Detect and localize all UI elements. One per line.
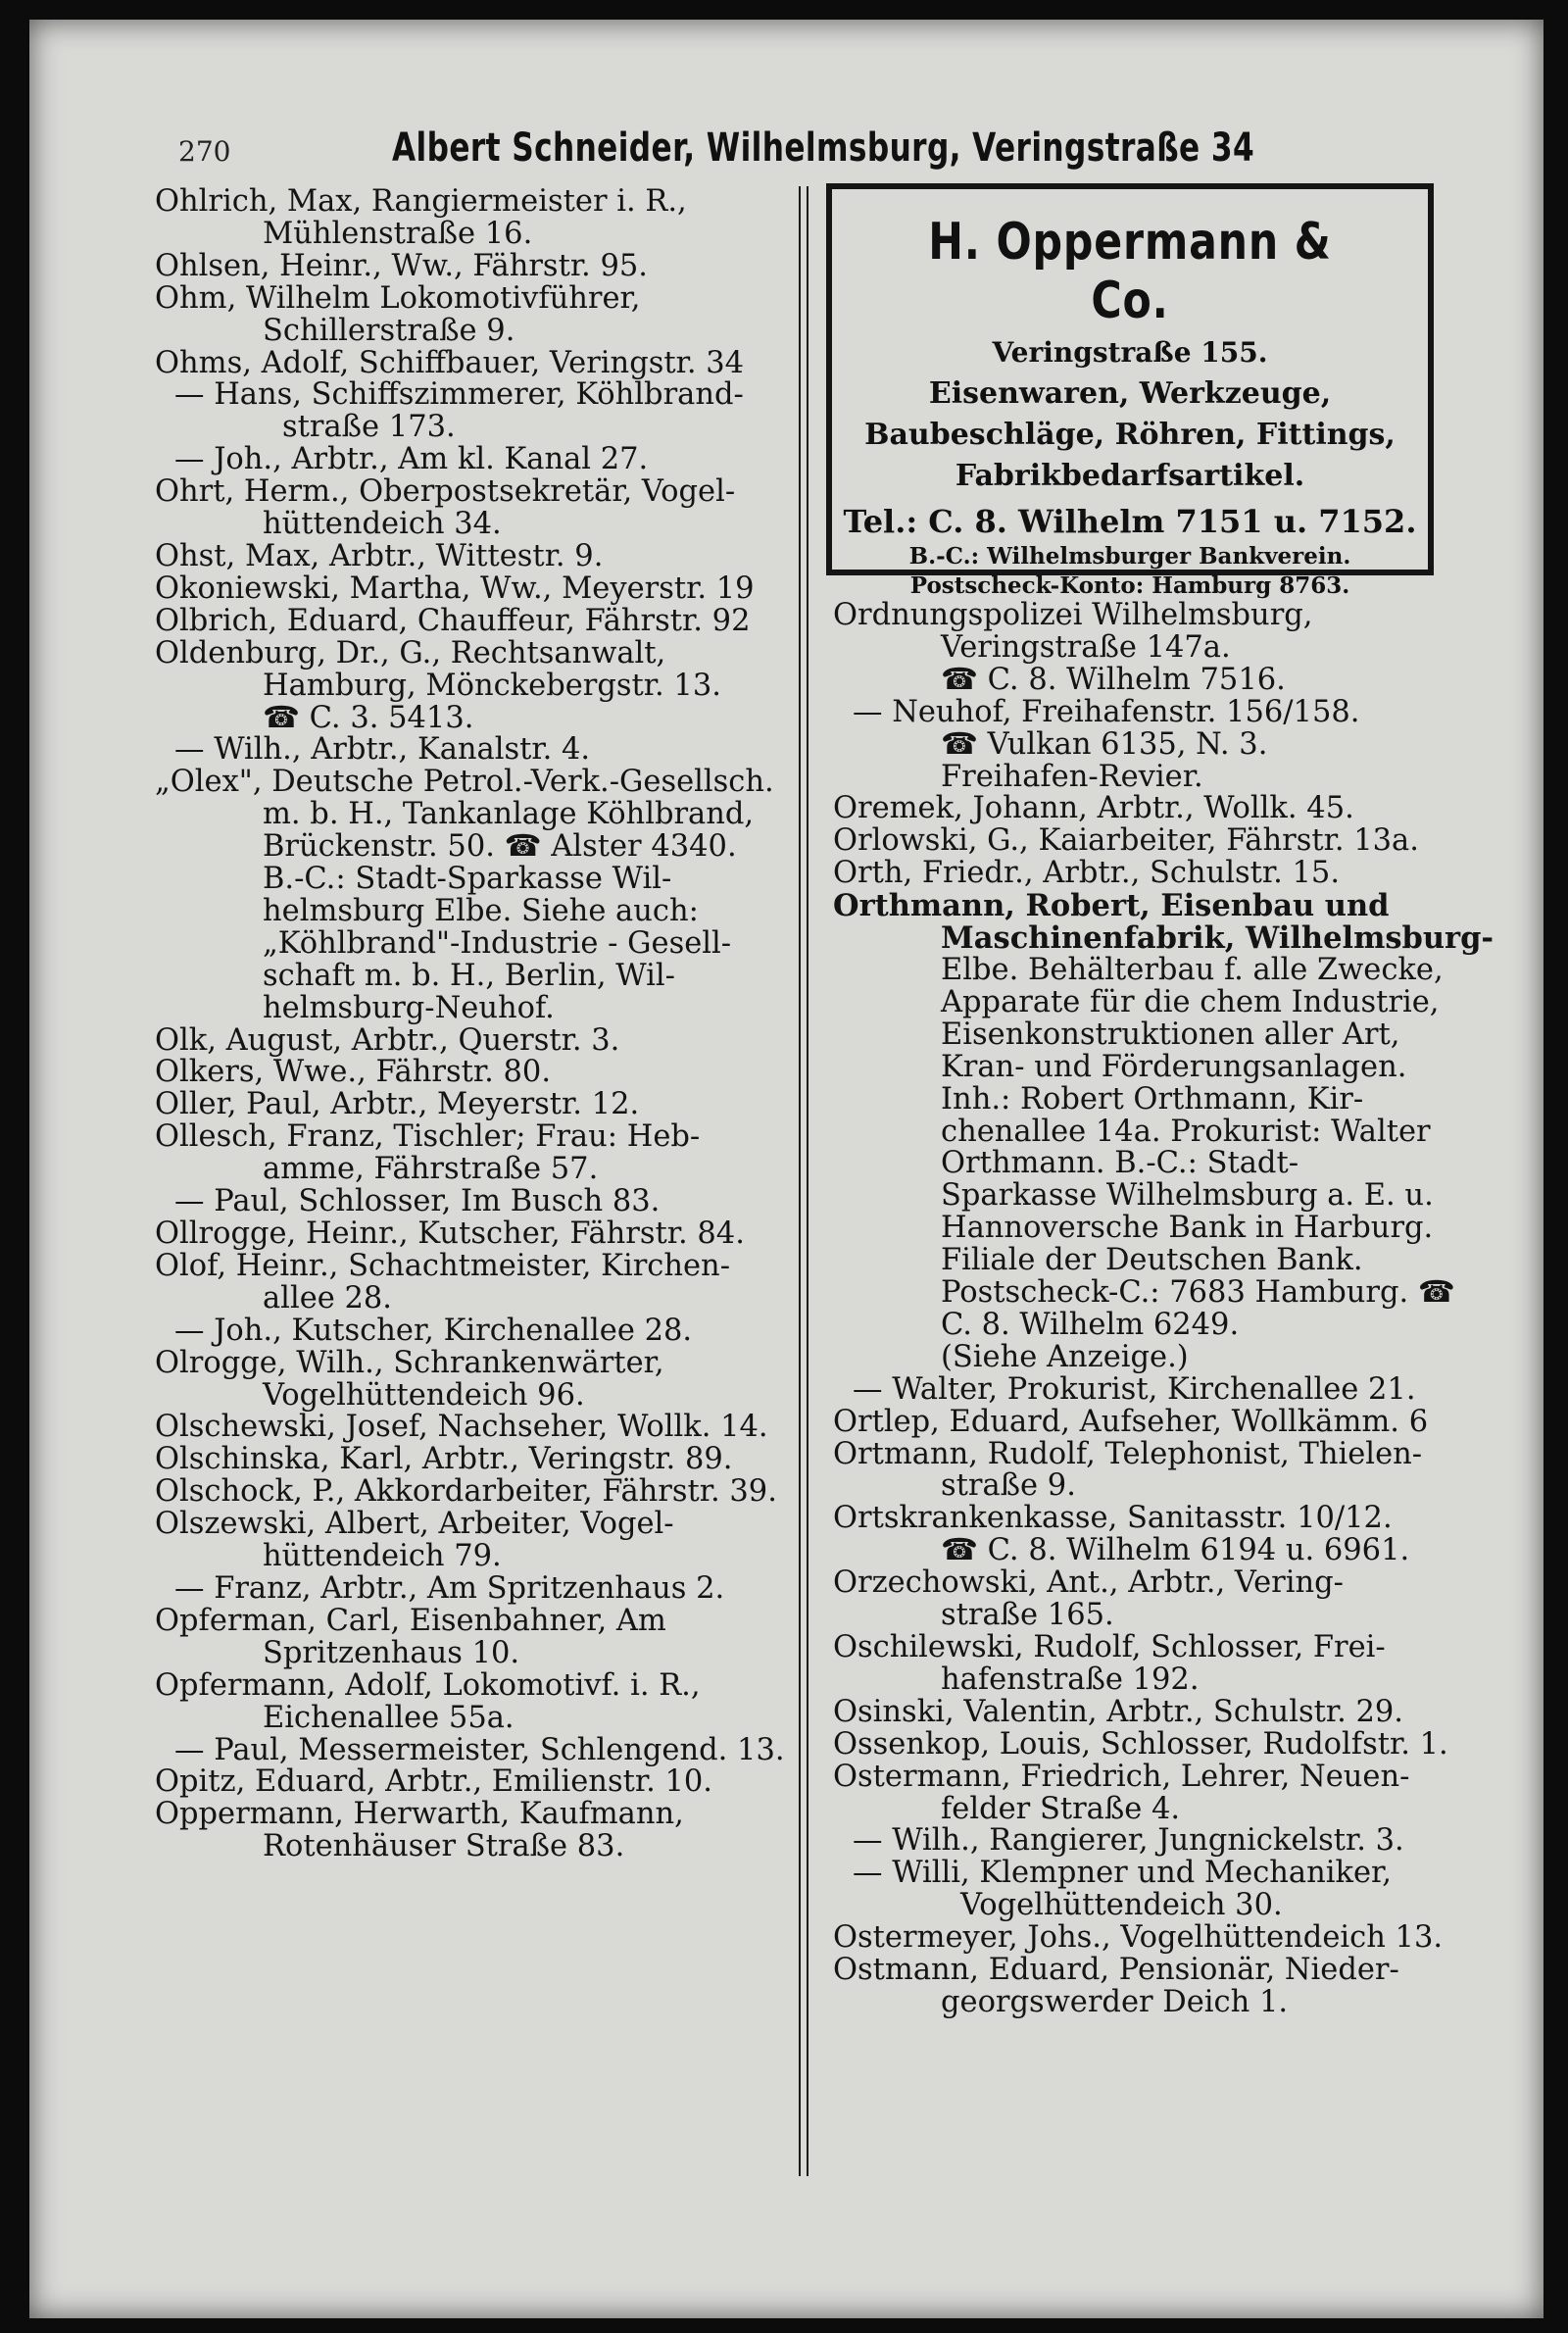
directory-entry <box>833 1180 1470 1213</box>
directory-entry <box>833 793 1470 825</box>
entry-text: ☎ C. 3. 5413. <box>263 700 474 735</box>
directory-entry <box>833 1019 1470 1052</box>
entry-continuation: Spritzenhaus 10. <box>263 1635 520 1670</box>
entry-continuation: m. b. H., Tankanlage Köhlbrand, <box>263 797 755 832</box>
entry-text: — Hans, Schiffszimmerer, Köhlbrand- <box>174 377 744 413</box>
directory-entry <box>155 990 792 1025</box>
ad-telephone: Tel.: C. 8. Wilhelm 7151 u. 7152. <box>843 503 1417 540</box>
directory-entry <box>833 952 1470 987</box>
entry-text: — Paul, Schlosser, Im Busch 83. <box>174 1184 661 1219</box>
entry-continuation: hafenstraße 192. <box>941 1662 1200 1697</box>
directory-entry <box>155 573 792 606</box>
directory-entry <box>155 603 792 638</box>
directory-entry <box>155 345 792 380</box>
entry-text: Ollesch, Franz, Tischler; Frau: Heb- <box>155 1119 701 1155</box>
directory-entry <box>833 1726 1470 1762</box>
ad-postal-account: Postscheck-Konto: Hamburg 8763. <box>909 572 1350 599</box>
ad-firm-name: H. Oppermann & Co. <box>928 213 1332 330</box>
entry-continuation: Vogelhüttendeich 96. <box>263 1377 585 1413</box>
entry-text: Inh.: Robert Orthmann, Kir- <box>941 1081 1364 1117</box>
entry-text: Ollrogge, Heinr., Kutscher, Fährstr. 84. <box>155 1216 745 1251</box>
entry-text: Ostmann, Eduard, Pensionär, Nieder- <box>833 1953 1399 1988</box>
directory-entry <box>833 1404 1470 1439</box>
directory-entry <box>833 984 1470 1019</box>
directory-entry <box>155 831 792 864</box>
entry-text: Opitz, Eduard, Arbtr., Emilienstr. 10. <box>155 1764 712 1800</box>
directory-entry <box>833 1922 1470 1955</box>
directory-entry <box>833 1213 1470 1245</box>
entry-text: Ortlep, Eduard, Aufseher, Wollkämm. 6 <box>833 1404 1429 1439</box>
directory-entry <box>155 700 792 735</box>
entry-text: Olschewski, Josef, Nachseher, Wollk. 14. <box>155 1410 768 1445</box>
entry-text: chenallee 14a. Prokurist: Walter <box>941 1114 1431 1149</box>
entry-text: Hannoversche Bank in Harburg. <box>941 1211 1434 1246</box>
entry-text: Orth, Friedr., Arbtr., Schulstr. 15. <box>833 856 1341 891</box>
entry-text: — Paul, Messermeister, Schlengend. 13. <box>174 1732 785 1767</box>
entry-text: Ortmann, Rudolf, Telephonist, Thielen- <box>833 1436 1423 1471</box>
ad-street: Veringstraße 155. <box>992 336 1268 369</box>
directory-entry <box>155 767 792 831</box>
directory-entry <box>155 1476 792 1509</box>
entry-text: Kran- und Förderungsanlagen. <box>941 1049 1407 1084</box>
directory-entry <box>155 1799 792 1863</box>
directory-entry <box>155 476 792 541</box>
entry-continuation: straße 173. <box>282 410 456 445</box>
entry-text: Olk, August, Arbtr., Querstr. 3. <box>155 1022 620 1058</box>
entry-text: Ostermeyer, Johs., Vogelhüttendeich 13. <box>833 1920 1444 1956</box>
entry-continuation: straße 165. <box>941 1598 1114 1633</box>
directory-entry <box>155 864 792 896</box>
entry-text: „Olex", Deutsche Petrol.-Verk.-Gesellsch. <box>155 765 774 800</box>
entry-text: Orthmann. B.-C.: Stadt- <box>941 1146 1299 1181</box>
entry-text: Orlowski, G., Kaiarbeiter, Fährstr. 13a. <box>833 823 1419 859</box>
directory-entry <box>833 600 1470 665</box>
directory-entry <box>155 1218 792 1251</box>
entry-text: Sparkasse Wilhelmsburg a. E. u. <box>941 1178 1434 1214</box>
directory-entry <box>833 1148 1470 1180</box>
entry-text: Opferman, Carl, Eisenbahner, Am <box>155 1603 666 1638</box>
entry-continuation: Schillerstraße 9. <box>263 313 515 348</box>
entry-continuation: Hamburg, Mönckebergstr. 13. <box>263 668 721 703</box>
entry-text: Ohrt, Herm., Oberpostsekretär, Vogel- <box>155 474 736 510</box>
directory-entry <box>155 893 792 928</box>
entry-text: Oller, Paul, Arbtr., Meyerstr. 12. <box>155 1087 640 1122</box>
directory-entry <box>155 444 792 476</box>
entry-text: Oppermann, Herwarth, Kaufmann, <box>155 1797 684 1832</box>
directory-entry <box>833 920 1494 957</box>
ad-goods-line: Baubeschläge, Röhren, Fittings, <box>864 418 1396 452</box>
page-number: 270 <box>178 135 231 168</box>
directory-entry <box>155 1057 792 1089</box>
entry-text: Olschock, P., Akkordarbeiter, Fährstr. 39. <box>155 1474 777 1510</box>
entry-text: Brückenstr. 50. ☎ Alster 4340. <box>263 829 737 865</box>
directory-entry <box>155 186 792 251</box>
entry-text: Oremek, Johann, Arbtr., Wollk. 45. <box>833 791 1354 826</box>
directory-entry <box>833 1436 1470 1504</box>
entry-text: (Siehe Anzeige.) <box>941 1339 1189 1374</box>
directory-entry <box>833 825 1470 858</box>
entry-text: Ohlrich, Max, Rangiermeister i. R., <box>155 184 687 219</box>
directory-entry <box>155 1570 792 1606</box>
entry-text: Osinski, Valentin, Arbtr., Schulstr. 29. <box>833 1694 1403 1729</box>
directory-entry <box>833 890 1470 922</box>
entry-text: — Joh., Arbtr., Am kl. Kanal 27. <box>174 442 649 477</box>
running-head: Albert Schneider, Wilhelmsburg, Veringstraße 34 <box>392 125 1255 171</box>
entry-text: Orthmann, Robert, Eisenbau und <box>833 888 1390 924</box>
entry-text: ☎ C. 8. Wilhelm 7516. <box>941 662 1286 697</box>
entry-text: — Franz, Arbtr., Am Spritzenhaus 2. <box>174 1570 725 1606</box>
directory-entry <box>155 925 792 961</box>
entry-text: Eisenkonstruktionen aller Art, <box>941 1017 1400 1052</box>
entry-text: Orzechowski, Ant., Arbtr., Vering- <box>833 1565 1344 1601</box>
directory-entry <box>155 379 792 444</box>
entry-continuation: Rotenhäuser Straße 83. <box>263 1829 625 1864</box>
entry-text: Ossenkop, Louis, Schlosser, Rudolfstr. 1. <box>833 1726 1448 1762</box>
directory-entry <box>833 1858 1470 1922</box>
entry-text: Postscheck-C.: 7683 Hamburg. ☎ <box>941 1275 1455 1311</box>
entry-text: Olschinska, Karl, Arbtr., Veringstr. 89. <box>155 1442 733 1477</box>
directory-entry <box>833 1567 1470 1632</box>
entry-text: Freihafen-Revier. <box>941 759 1203 794</box>
directory-entry <box>833 1825 1470 1858</box>
entry-text: Filiale der Deutschen Bank. <box>941 1243 1363 1278</box>
entry-text: Elbe. Behälterbau f. alle Zwecke, <box>941 952 1444 987</box>
directory-entry <box>155 1732 792 1767</box>
directory-entry <box>155 248 792 283</box>
entry-continuation: hüttendeich 79. <box>263 1539 502 1574</box>
directory-entry <box>155 734 792 767</box>
entry-text: ☎ C. 8. Wilhelm 6194 u. 6961. <box>941 1533 1410 1568</box>
directory-entry <box>155 538 792 573</box>
entry-text: Ohlsen, Heinr., Ww., Fährstr. 95. <box>155 248 648 283</box>
directory-entry <box>155 1509 792 1573</box>
directory-entry <box>833 1535 1470 1567</box>
entry-text: „Köhlbrand"-Industrie - Gesell- <box>263 925 732 961</box>
entry-continuation: allee 28. <box>263 1280 392 1315</box>
entry-continuation: georgswerder Deich 1. <box>941 1984 1289 2019</box>
directory-entry <box>833 1049 1470 1084</box>
entry-text: Olszewski, Albert, Arbeiter, Vogel- <box>155 1507 674 1542</box>
directory-entry <box>155 635 792 703</box>
directory-entry <box>833 1503 1470 1535</box>
entry-continuation: Veringstraße 147a. <box>941 629 1231 665</box>
entry-text: Ortskrankenkasse, Sanitasstr. 10/12. <box>833 1501 1393 1536</box>
entry-continuation: amme, Fährstraße 57. <box>263 1152 599 1187</box>
entry-text: B.-C.: Stadt-Sparkasse Wil- <box>263 862 672 897</box>
entry-text: schaft m. b. H., Berlin, Wil- <box>263 958 675 993</box>
entry-text: Ordnungspolizei Wilhelmsburg, <box>833 598 1313 632</box>
directory-entry <box>833 1955 1470 2019</box>
directory-entry <box>833 1632 1470 1697</box>
directory-entry <box>155 1186 792 1218</box>
directory-entry <box>833 1759 1470 1826</box>
entry-text: — Walter, Prokurist, Kirchenallee 21. <box>853 1371 1416 1407</box>
entry-text: Ohms, Adolf, Schiffbauer, Veringstr. 34 <box>155 345 745 380</box>
entry-text: — Joh., Kutscher, Kirchenallee 28. <box>174 1313 693 1348</box>
entry-text: — Neuhof, Freihafenstr. 156/158. <box>853 694 1360 729</box>
entry-text: Ostermann, Friedrich, Lehrer, Neuen- <box>833 1759 1410 1794</box>
entry-text: — Willi, Klempner und Mechaniker, <box>853 1856 1392 1891</box>
entry-text: Maschinenfabrik, Wilhelmsburg- <box>941 920 1494 957</box>
entry-text: helmsburg Elbe. Siehe auch: <box>263 893 699 928</box>
directory-entry <box>155 1345 792 1413</box>
directory-entry <box>833 858 1470 890</box>
directory-entry <box>833 1339 1470 1374</box>
ad-goods-line: Eisenwaren, Werkzeuge, <box>928 376 1332 411</box>
entry-text: Okoniewski, Martha, Ww., Meyerstr. 19 <box>155 571 755 606</box>
entry-continuation: felder Straße 4. <box>941 1791 1181 1826</box>
directory-entry <box>155 1766 792 1799</box>
ad-bank: B.-C.: Wilhelmsburger Bankverein. <box>908 543 1351 570</box>
directory-entry <box>155 1121 792 1186</box>
directory-entry <box>155 280 792 348</box>
entry-text: Olof, Heinr., Schachtmeister, Kirchen- <box>155 1248 731 1283</box>
directory-entry <box>833 1277 1470 1310</box>
advertisement-box <box>826 183 1434 599</box>
entry-text: Opfermann, Adolf, Lokomotivf. i. R., <box>155 1667 701 1703</box>
entry-text: — Wilh., Rangierer, Jungnickelstr. 3. <box>853 1823 1404 1859</box>
entry-continuation: Vogelhüttendeich 30. <box>960 1888 1283 1923</box>
entry-text: Olrogge, Wilh., Schrankenwärter, <box>155 1345 664 1380</box>
column-divider <box>799 186 801 2176</box>
directory-entry <box>833 726 1470 762</box>
directory-entry <box>833 1114 1470 1149</box>
entry-text: C. 8. Wilhelm 6249. <box>941 1307 1240 1342</box>
entry-text: ☎ Vulkan 6135, N. 3. <box>941 726 1268 762</box>
directory-entry <box>833 759 1470 794</box>
directory-entry <box>155 1603 792 1670</box>
directory-entry <box>155 1412 792 1444</box>
entry-text: Ohm, Wilhelm Lokomotivführer, <box>155 280 641 316</box>
directory-entry <box>833 1371 1470 1407</box>
entry-text: Ohst, Max, Arbtr., Wittestr. 9. <box>155 538 604 573</box>
entry-text: Oldenburg, Dr., G., Rechtsanwalt, <box>155 635 666 670</box>
directory-entry <box>155 958 792 993</box>
left-column <box>155 186 792 1863</box>
directory-entry <box>155 1667 792 1735</box>
entry-continuation: hüttendeich 34. <box>263 507 502 542</box>
directory-entry <box>833 1081 1470 1117</box>
directory-entry <box>833 1245 1470 1277</box>
entry-text: Oschilewski, Rudolf, Schlosser, Frei- <box>833 1630 1386 1664</box>
ad-goods-line: Fabrikbedarfsartikel. <box>955 459 1305 493</box>
directory-entry <box>155 1022 792 1058</box>
entry-continuation: Mühlenstraße 16. <box>263 216 533 251</box>
column-divider <box>807 186 808 2176</box>
entry-text: Olbrich, Eduard, Chauffeur, Fährstr. 92 <box>155 603 751 638</box>
directory-entry <box>833 662 1470 697</box>
directory-entry <box>155 1444 792 1476</box>
directory-entry <box>155 1089 792 1121</box>
entry-text: Apparate für die chem Industrie, <box>941 984 1440 1019</box>
entry-text: — Wilh., Arbtr., Kanalstr. 4. <box>174 732 591 768</box>
entry-text: Olkers, Wwe., Fährstr. 80. <box>155 1055 552 1090</box>
right-column <box>833 598 1494 2019</box>
entry-continuation: straße 9. <box>941 1468 1076 1504</box>
directory-entry <box>155 1248 792 1315</box>
directory-entry <box>833 694 1470 729</box>
directory-entry <box>833 1307 1470 1342</box>
directory-entry <box>833 1694 1470 1729</box>
directory-entry <box>155 1315 792 1348</box>
entry-text: helmsburg-Neuhof. <box>263 990 555 1025</box>
entry-continuation: Eichenallee 55a. <box>263 1700 514 1735</box>
